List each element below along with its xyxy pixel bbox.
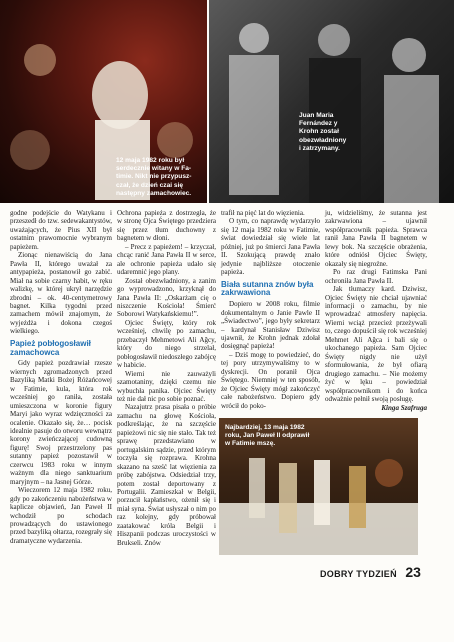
section-heading: Papież pobłogosławił zamachowca (10, 338, 91, 357)
photo-arrest (209, 0, 454, 203)
paragraph: Został obezwładniony, a zanim go wyprowadzono, krzyknął do Jana Pawła II: „Oskarżam cię o niszczenie Kościoła! Śmierć Soborowi Watykańskiemu!”. (117, 276, 216, 319)
paragraph: trafił na pięć lat do więzienia. (221, 209, 305, 217)
paragraph: ju, widzieliśmy, że sutanna jest zakrwawiona – ujawnił współpracownik papieża. Sprawca ranił Jana Pawła II bagnetem w lewy bok. Na szczęście obrażenia, które odniósł Ojciec Święty, okazały się niegroźne. (325, 209, 427, 268)
paragraph: Ochrona papieża z dostrzegła, że w stronę Ojca Świętego przedziera się przez tłum duchowny z bagnetem w dłoni. (117, 209, 216, 243)
photo-arrest-illustration (209, 0, 454, 203)
paragraph: Ojciec Święty, który rok wcześniej, chwilę po zamachu, przebaczył Mehmetowi Ali Ağcy, który do niego strzelał, pobłogosławił niedoszłego zabójcę w habicie. (117, 318, 216, 370)
paragraph: Gdy papież pozdrawiał rzesze wiernych zgromadzonych przed Bazyliką Matki Bożej Różańcowej w Fatimie, kula, która rok wcześniej go raniła, została umieszczona w koronie figury Maryi jako wyraz wdzięczności za ocalenie. Okazało się, że… pocisk idealnie pasuje do otworu wewnątrz korony zwieńczającej cudowną figurę! Swoj przestrzelony pas sutanny papież pozostawił w czerwcu 1983 roku w innym ważnym dla niego sanktuarium maryjnym – na Jasnej Górze. (10, 359, 112, 486)
paragraph: Wieczorem 12 maja 1982 roku, gdy po zakończeniu nabożeństwa w kaplicze objawień, Jan Paweł II wchodził po schodach prowadzących do ustawionego przed bazyliką ołtarza, rozegrały się dramatyczne wydarzenia. (10, 486, 112, 545)
page-footer (320, 564, 421, 582)
photo-pope-crowd (0, 0, 207, 203)
paragraph: Jak tłumaczy kard. Dziwisz, Ojciec Święty nie chciał ujawniać informacji o zamachu, by nie wprowadzać atmosfery napięcia. Wierni wciąż przecież przeżywali to, czego dopuścił się rok wcześniej Mehmet Ali Ağca i bali się o ukochanego papieża. Sam Ojciec Święty nigdy nie użył sformułowania, że był ofiarą drugiego zamachu. – Nie możemy żyć w lęku – powiedział współpracownikom i do końca odważnie pełnił swoją posługę. (325, 285, 427, 403)
paragraph: Po raz drugi Fatimska Pani ochroniła Jana Pawła II. (325, 268, 427, 285)
paragraph: Zionąc nienawiścią do Jana Pawła II, którego uważał za antypapieża, postanowił go zabić. Miał na sobie czarny habit, w ręku walizkę, w której ukrył narzędzie zbrodni – ok. 40-centymetrowy bagnet. Kilka tygodni przed zamachem mówił znajomym, że wyjeżdża i dokona czegoś wielkiego. (10, 251, 112, 336)
magazine-name: DOBRY TYDZIEŃ (320, 569, 397, 579)
photo-bottom-caption: Najbardziej, 13 maja 1982 roku, Jan Paweł II odprawił w Fatimie mszę. (225, 424, 310, 448)
paragraph: godne podejście do Watykanu i przeszedł do tzw. sedewakantystów, uważających, że Pius XII był ostatnim prawomocnie wybranym papieżem. (10, 209, 112, 251)
photo-left-caption: 12 maja 1982 roku był serdecznie witany w Fa- timie. Nikt nie przypusz- czał, że dzień czai się następny zamachowiec. (116, 157, 192, 197)
article-column-3 (221, 209, 320, 410)
paragraph: Wierni nie zauważyli szamotaniny, dzięki czemu nie wybuchła panika. Ojciec Święty też nie dał nic po sobie poznać. (117, 369, 216, 403)
photo-right-caption: Juan Maria Fernández y Krohn został obezwładniony i zatrzymany. (299, 112, 347, 152)
page-number: 23 (405, 564, 421, 580)
paragraph: Dopiero w 2008 roku, filmie dokumentalnym o Janie Pawle II „Świadectwo”, jego były sekretarz – kardynał Stanisław Dziwisz ujawnił, że Krohn jednak zdołał dosięgnąć papieża! (221, 300, 320, 351)
article-column-4 (325, 209, 427, 413)
paragraph: Nazajutrz prasa pisała o próbie zamachu na głowę Kościoła, podkreślając, że na szczęście papieżowi nic się nie stało. Tak też sprawę przedstawiano w portugalskim sądzie, przed którym toczyła się rozprawa. Krohna skazano na sześć lat więzienia za próbę zabójstwa. Odsiedział trzy, potem został deportowany z Portugalii. Zamieszkał w Belgii, porzucił kapłaństwo, ożenił się i miał syna. Świat usłyszał o nim po raz kolejny, gdy próbował zaatakować króla Belgii i Hiszpanii podczas uroczystości w Brukseli. Znów (117, 403, 216, 547)
paragraph: – Dziś mogę to powiedzieć, do tej pory utrzymywaliśmy to w dyskrecji. On poranił Ojca Świętego. Niemniej w ten sposób, że Ojciec Święty mógł zakończyć całe nabożeństwo. Dopiero gdy wrócił do poko- (221, 350, 320, 410)
author-signature: Kinga Szafruga (381, 404, 427, 413)
article-column-1 (10, 209, 112, 545)
photo-fatima-mass (219, 418, 418, 555)
paragraph: – Precz z papieżem! – krzyczał, chcąc ranić Jana Pawła II w serce, ale ochronie papieża udało się udaremnić jego plany. (117, 242, 216, 277)
paragraph: O tym, co naprawdę wydarzyło się 12 maja 1982 roku w Fatimie, świat dowiedział się wiele lat później, już po śmierci Jana Pawła II. Szokującą prawdę znało jedynie najbliższe otoczenie papieża. (221, 217, 320, 277)
section-heading: Biała sutanna znów była zakrwawiona (221, 279, 314, 298)
article-column-2 (117, 209, 216, 547)
